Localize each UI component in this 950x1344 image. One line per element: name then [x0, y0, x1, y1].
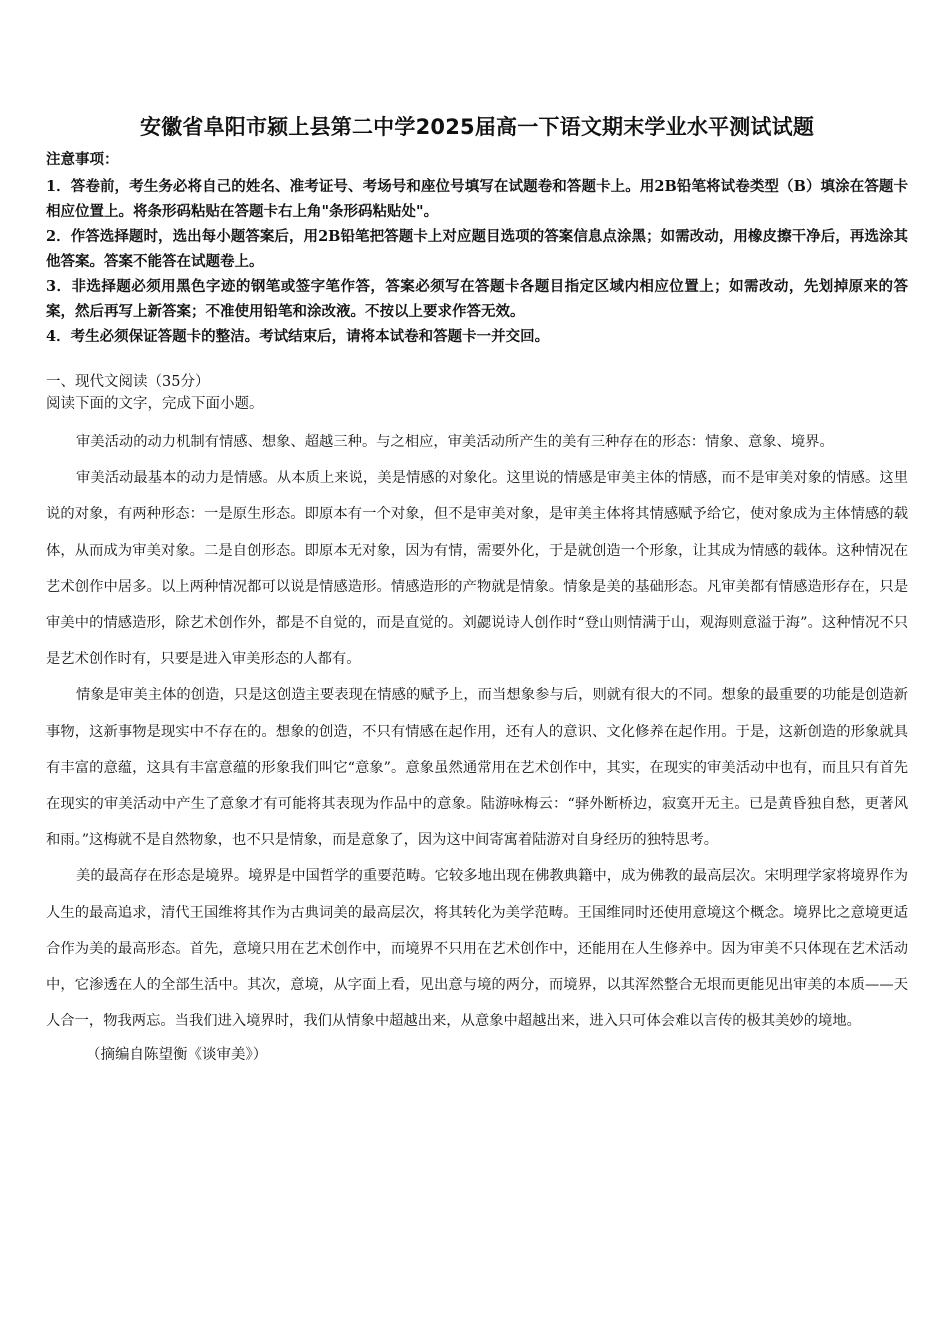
- exam-page: [46, 112, 908, 1069]
- section-instruction: 阅读下面的文字，完成下面小题。: [46, 396, 264, 412]
- passage-paragraph-4: 美的最高存在形态是境界。境界是中国哲学的重要范畴。它较多地出现在佛教典籍中，成为佛教的最高层次。宋明理学家将境界作为人生的最高追求，清代王国维将其作为古典词美的最高层次，将其转化为美学范畴。王国维同时还使用意境这个概念。境界比之意境更适合作为美的最高形态。首先，意境只用在艺术创作中，而境界不只用在艺术创作中，还能用在人生修养中。因为审美不只体现在艺术活动中，它渗透在人的全部生活中。其次，意境，从字面上看，见出意与境的两分，而境界，以其浑然整合无垠而更能见出审美的本质——天人合一，物我两忘。当我们进入境界时，我们从情象中超越出来，从意象中超越出来，进入只可体会难以言传的极其美妙的境地。: [46, 868, 908, 1030]
- notice-heading: 注意事项：: [46, 151, 119, 168]
- passage-paragraph-2: 审美活动最基本的动力是情感。从本质上来说，美是情感的对象化。这里说的情感是审美主体的情感，而不是审美对象的情感。这里说的对象，有两种形态：一是原生形态。即原本有一个对象，但不是审美对象，是审美主体将其情感赋予给它，使对象成为主体情感的载体，从而成为审美对象。二是自创形态。即原本无对象，因为有情，需要外化，于是就创造一个形象，让其成为情感的载体。这种情况在艺术创作中居多。以上两种情况都可以说是情感造形。情感造形的产物就是情象。情象是美的基础形态。凡审美都有情感造形存在，只是审美中的情感造形，除艺术创作外，都是不自觉的，而是直觉的。刘勰说诗人创作时“登山则情满于山，观海则意溢于海”。这种情况不只是艺术创作时有，只要是进入审美形态的人都有。: [46, 470, 908, 668]
- passage-paragraph-1: 审美活动的动力机制有情感、想象、超越三种。与之相应，审美活动所产生的美有三种存在的形态：情象、意象、境界。: [76, 434, 834, 450]
- passage-source: （摘编自陈望衡《谈审美》）: [86, 1047, 268, 1064]
- notice-block: [46, 150, 908, 349]
- notice-item-2: 2．作答选择题时，选出每小题答案后，用2B铅笔把答题卡上对应题目选项的答案信息点涂黑；如需改动，用橡皮擦干净后，再选涂其他答案。答案不能答在试题卷上。: [46, 228, 908, 270]
- section-spacer: [46, 349, 908, 371]
- reading-section: [46, 371, 908, 1069]
- notice-item-4: 4．考生必须保证答题卡的整洁。考试结束后，请将本试卷和答题卡一并交回。: [46, 328, 550, 345]
- notice-item-3: 3．非选择题必须用黑色字迹的钢笔或签字笔作答，答案必须写在答题卡各题目指定区域内相应位置上；如需改动，先划掉原来的答案，然后再写上新答案；不准使用铅笔和涂改液。不按以上要求作答无效。: [46, 278, 908, 320]
- section-heading: 一、现代文阅读（35分）: [46, 374, 210, 390]
- notice-item-1: 1．答卷前，考生务必将自己的姓名、准考证号、考场号和座位号填写在试题卷和答题卡上。用2B铅笔将试卷类型（B）填涂在答题卡相应位置上。将条形码粘贴在答题卡右上角"条形码粘贴处"。: [46, 178, 908, 220]
- passage-paragraph-3: 情象是审美主体的创造，只是这创造主要表现在情感的赋予上，而当想象参与后，则就有很大的不同。想象的最重要的功能是创造新事物，这新事物是现实中不存在的。想象的创造，不只有情感在起作用，还有人的意识、文化修养在起作用。于是，这新创造的形象就具有丰富的意蕴，这具有丰富意蕴的形象我们叫它“意象”。意象虽然通常用在艺术创作中，其实，在现实的审美活动中也有，而且只有首先在现实的审美活动中产生了意象才有可能将其表现为作品中的意象。陆游咏梅云：“驿外断桥边，寂寞开无主。已是黄昏独自愁，更著风和雨。”这梅就不是自然物象，也不只是情象，而是意象了，因为这中间寄寓着陆游对自身经历的独特思考。: [46, 687, 908, 849]
- page-title: 安徽省阜阳市颍上县第二中学2025届高一下语文期末学业水平测试试题: [139, 115, 815, 139]
